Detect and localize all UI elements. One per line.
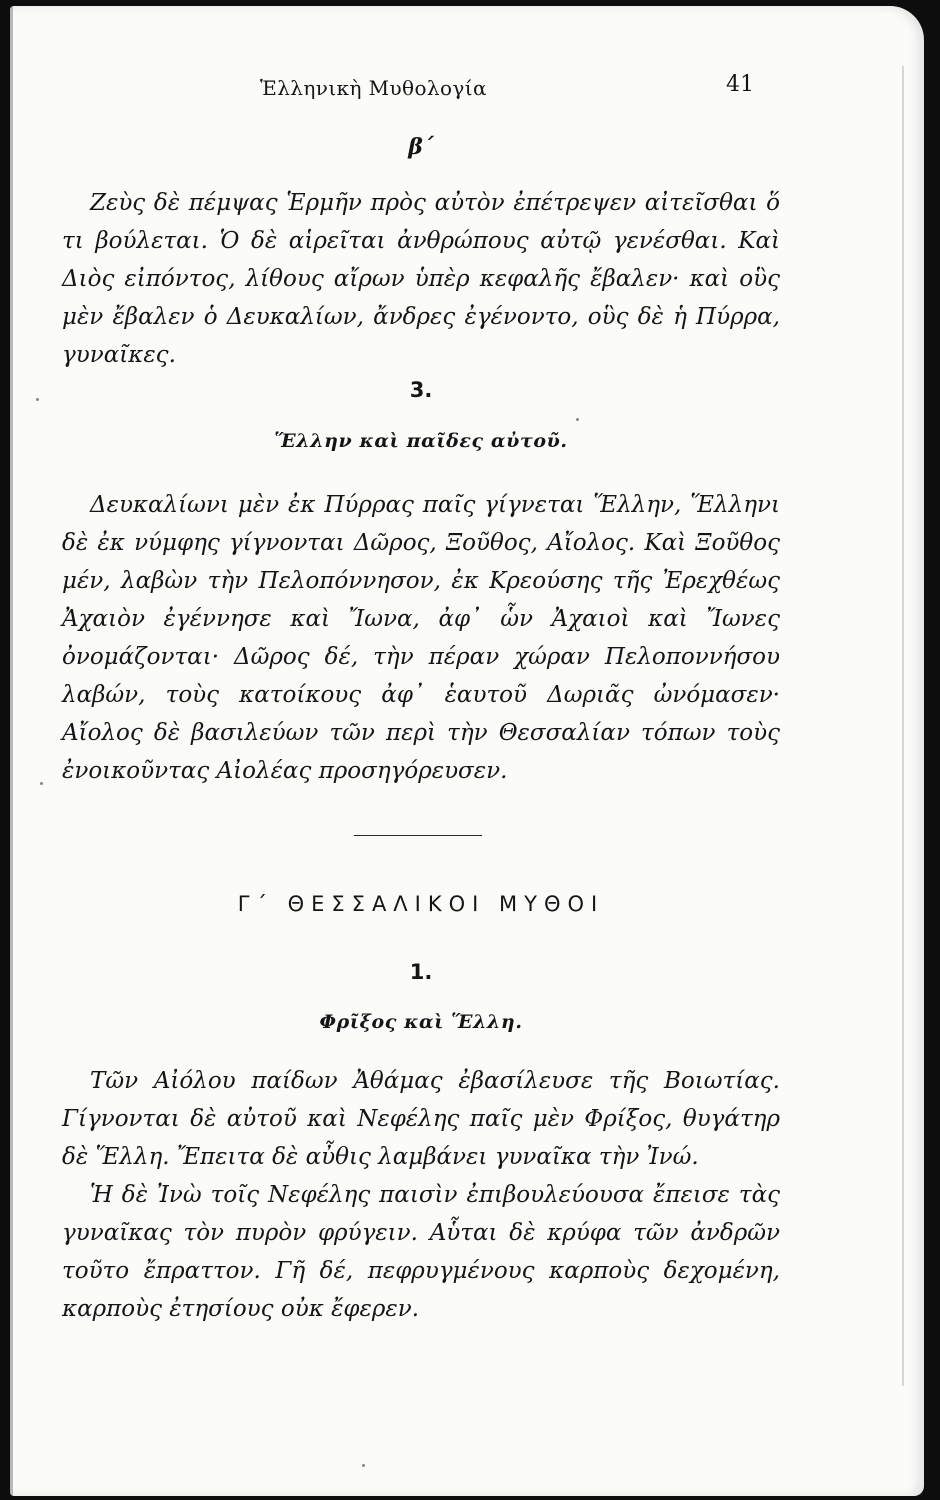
chapter-text xyxy=(62,1062,780,1328)
book-page xyxy=(10,6,924,1496)
page-number: 41 xyxy=(726,72,754,97)
paper-speck xyxy=(576,418,579,421)
chapter-section-number: 1. xyxy=(409,960,433,984)
running-head-title: Ἑλληνικὴ Μυθολογία xyxy=(260,76,487,100)
paragraph: Δευκαλίωνι μὲν ἐκ Πύρρας παῖς γίγνεται Ἕλλην, Ἕλληνι δὲ ἐκ νύμφης γίγνονται Δῶρος, Ξοῦθος, Αἴολος. Καὶ Ξοῦθος μέν, λαβὼν τὴν Πελοπόννησον, ἐκ Κρεούσης τῆς Ἐρεχθέως Ἀχαιὸν ἐγέννησε καὶ Ἴωνα, ἀφ᾽ ὧν Ἀχαιοὶ καὶ Ἴωνες ὀνομάζονται· Δῶρος δέ, τὴν πέραν χώραν Πελοποννήσου λαβών, τοὺς κατοίκους ἀφ᾽ ἑαυτοῦ Δωριᾶς ὠνόμασεν· Αἴολος δὲ βασιλεύων τῶν περὶ τὴν Θεσσαλίαν τόπων τοὺς ἐνοικοῦντας Αἰολέας προσηγόρευσεν. xyxy=(62,492,780,784)
section-divider xyxy=(354,835,482,836)
chapter-title: Γ΄ ΘΕΣΣΑΛΙΚΟΙ ΜΥΘΟΙ xyxy=(237,892,605,916)
paper-speck xyxy=(36,398,39,401)
paragraph: Ζεὺς δὲ πέμψας Ἑρμῆν πρὸς αὐτὸν ἐπέτρεψεν αἰτεῖσθαι ὅ τι βούλεται. Ὁ δὲ αἱρεῖται ἀνθρώπους αὐτῷ γενέσθαι. Καὶ Διὸς εἰπόντος, λίθους αἴρων ὑπὲρ κεφαλῆς ἔβαλεν· καὶ οὓς μὲν ἔβαλεν ὁ Δευκαλίων, ἄνδρες ἐγένοντο, οὓς δὲ ἡ Πύρρα, γυναῖκες. xyxy=(62,190,780,368)
section-number: 3. xyxy=(409,378,433,402)
section-marker: β΄ xyxy=(408,134,434,160)
section-b-text xyxy=(62,184,780,374)
paragraph: Ἡ δὲ Ἰνὼ τοῖς Νεφέλης παισὶν ἐπιβουλεύουσα ἔπεισε τὰς γυναῖκας τὸν πυρὸν φρύγειν. Αὗται δὲ κρύφα τῶν ἀνδρῶν τοῦτο ἔπραττον. Γῆ δέ, πεφρυγμένους καρποὺς δεχομένη, καρποὺς ἐτησίους οὐκ ἔφερεν. xyxy=(62,1182,780,1322)
paper-speck xyxy=(362,1464,365,1467)
paragraph: Τῶν Αἰόλου παίδων Ἀθάμας ἐβασίλευσε τῆς Βοιωτίας. Γίγνονται δὲ αὐτοῦ καὶ Νεφέλης παῖς μὲν Φρίξος, θυγάτηρ δὲ Ἕλλη. Ἔπειτα δὲ αὖθις λαμβάνει γυναῖκα τὴν Ἰνώ. xyxy=(62,1068,780,1170)
section-title: Ἕλλην καὶ παῖδες αὐτοῦ. xyxy=(274,430,568,452)
chapter-section-title: Φρῖξος καὶ Ἕλλη. xyxy=(319,1011,523,1033)
section-3-text xyxy=(62,486,780,790)
paper-speck xyxy=(40,782,43,785)
